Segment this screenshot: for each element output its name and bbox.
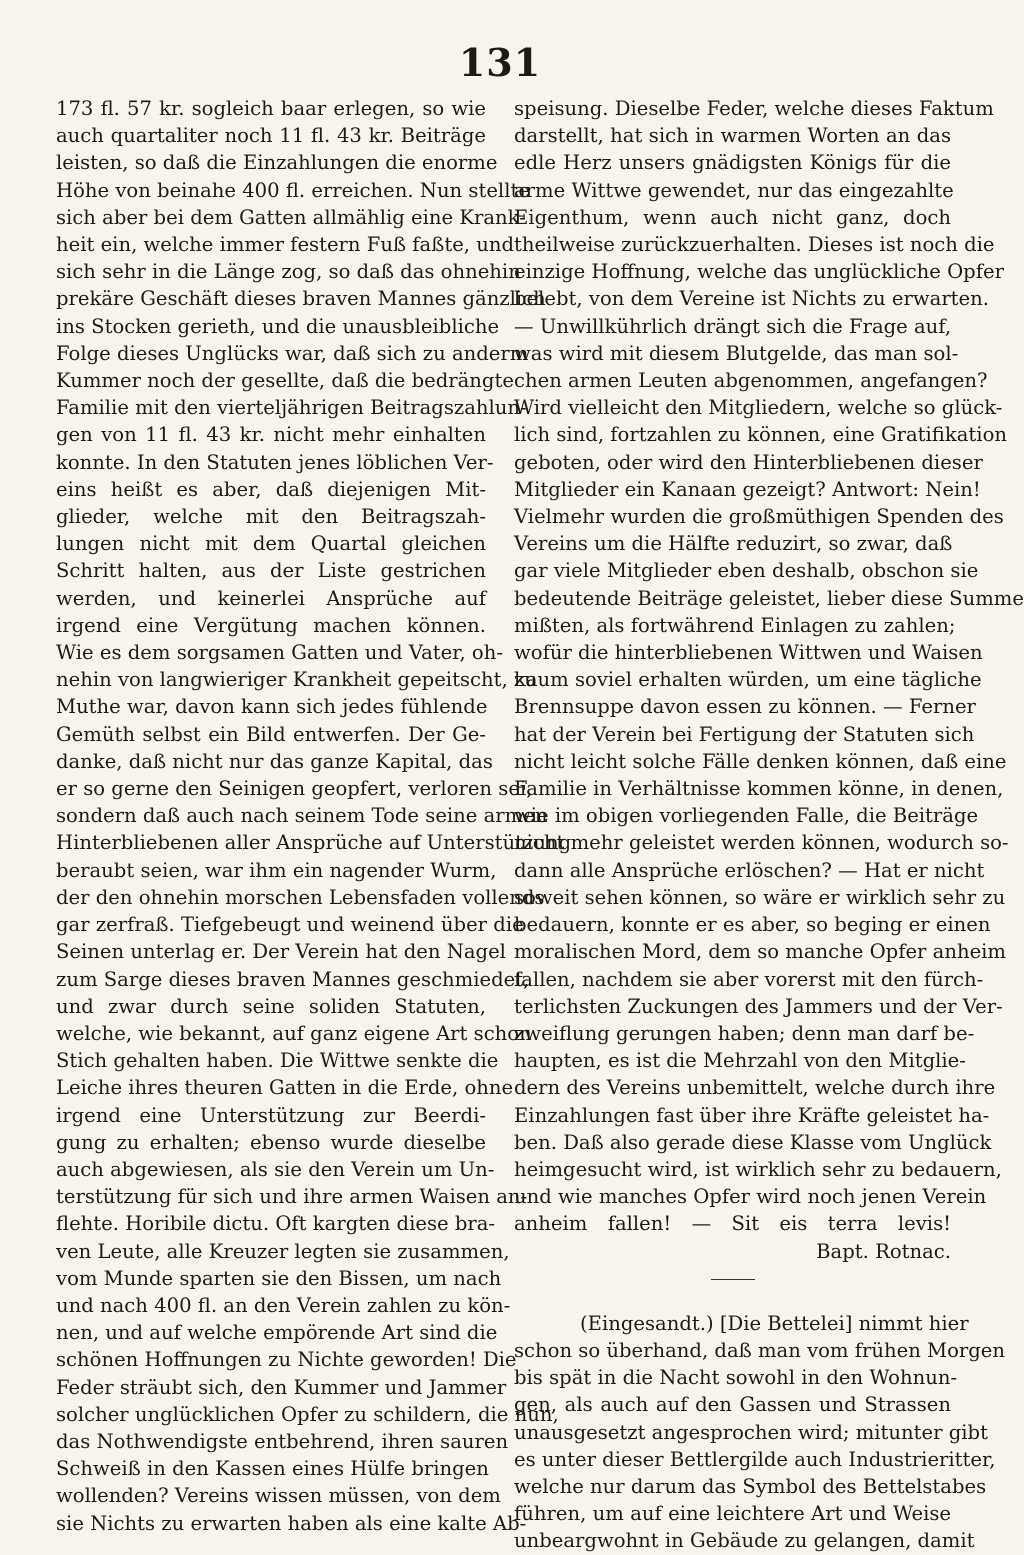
text-line: lungen nicht mit dem Quartal gleichen (56, 532, 486, 556)
text-line: gen, als auch auf den Gassen und Strassen (514, 1393, 951, 1417)
text-line: belebt, von dem Vereine ist Nichts zu erwarten. (514, 287, 990, 311)
text-line: sondern daß auch nach seinem Tode seine armen (56, 804, 548, 828)
text-line: ben. Daß also gerade diese Klasse vom Unglück (514, 1130, 992, 1154)
page-number: 131 (458, 40, 542, 85)
text-line: sie Nichts zu erwarten haben als eine kalte Ab- (56, 1511, 527, 1535)
text-line: dann alle Ansprüche erlöschen? — Hat er nicht (514, 858, 985, 882)
article-continuation (514, 95, 1024, 1238)
text-line: — Unwillkührlich drängt sich die Frage auf, (514, 314, 952, 338)
text-line: wie im obigen vorliegenden Falle, die Beiträge (514, 804, 979, 828)
text-line: gung zu erhalten; ebenso wurde dieselbe (56, 1130, 486, 1154)
text-line: Schritt halten, aus der Liste gestrichen (56, 559, 486, 583)
text-line: moralischen Mord, dem so manche Opfer anheim (514, 940, 1007, 964)
text-line: Gemüth selbst ein Bild entwerfen. Der Ge- (56, 722, 486, 746)
text-line: und wie manches Opfer wird noch jenen Verein (514, 1185, 987, 1209)
text-line: zum Sarge dieses braven Mannes geschmiedet, (56, 967, 530, 991)
text-line: vom Munde sparten sie den Bissen, um nach (56, 1266, 502, 1290)
text-line: mißten, als fortwährend Einlagen zu zahlen; (514, 613, 956, 637)
text-line: Vereins um die Hälfte reduzirt, so zwar, daß (514, 532, 953, 556)
text-line: er so gerne den Seinigen geopfert, verloren sei, (56, 777, 533, 801)
text-line: heimgesucht wird, ist wirklich sehr zu bedauern, (514, 1157, 1002, 1181)
text-line: bedeutende Beiträge geleistet, lieber diese Summe (514, 586, 1024, 610)
text-line: theilweise zurückzuerhalten. Dieses ist noch die (514, 233, 995, 257)
text-line: konnte. In den Statuten jenes löblichen Ver- (56, 450, 494, 474)
text-line: auch quartaliter noch 11 fl. 43 kr. Beiträge (56, 124, 486, 148)
text-line: dern des Vereins unbemittelt, welche durch ihre (514, 1076, 996, 1100)
text-line: Leiche ihres theuren Gatten in die Erde, ohne (56, 1076, 514, 1100)
text-line: sich aber bei dem Gatten allmählig eine Krank- (56, 205, 526, 229)
text-line: leisten, so daß die Einzahlungen die enorme (56, 151, 498, 175)
text-line: beraubt seien, war ihm ein nagender Wurm, (56, 858, 497, 882)
text-line: chen armen Leuten abgenommen, angefangen? (514, 369, 988, 393)
text-line: (Eingesandt.) [Die Bettelei] nimmt hier (580, 1311, 969, 1335)
text-line: Mitglieder ein Kanaan gezeigt? Antwort: Nein! (514, 477, 981, 501)
text-line: und zwar durch seine soliden Statuten, (56, 994, 486, 1018)
text-line: solcher unglücklichen Opfer zu schildern, die nun, (56, 1402, 559, 1426)
text-line: Folge dieses Unglücks war, daß sich zu anderm (56, 341, 529, 365)
text-line: Schweiß in den Kassen eines Hülfe bringen (56, 1457, 489, 1481)
text-line: Muthe war, davon kann sich jedes fühlende (56, 695, 488, 719)
text-line: ins Stocken gerieth, und die unausbleibliche (56, 314, 500, 338)
text-line: bis spät in die Nacht sowohl in den Wohnun- (514, 1366, 958, 1390)
text-line: Familie in Verhältnisse kommen könne, in denen, (514, 777, 1004, 801)
text-line: Vielmehr wurden die großmüthigen Spenden des (514, 505, 1004, 529)
text-line: nicht leicht solche Fälle denken können, daß eine (514, 749, 1007, 773)
text-line: Kummer noch der gesellte, daß die bedrängte (56, 369, 514, 393)
text-line: danke, daß nicht nur das ganze Kapital, das (56, 749, 493, 773)
text-line: kaum soviel erhalten würden, um eine tägliche (514, 668, 982, 692)
text-line: glieder, welche mit den Beitragszah- (56, 505, 486, 529)
text-line: unausgesetzt angesprochen wird; mitunter gibt (514, 1420, 988, 1444)
text-line: Brennsuppe davon essen zu können. — Ferner (514, 695, 976, 719)
notice-bettelei (514, 1310, 1006, 1555)
text-line: geboten, oder wird den Hinterbliebenen dieser (514, 450, 983, 474)
text-line: terstützung für sich und ihre armen Waisen an- (56, 1185, 528, 1209)
text-line: zweiflung gerungen haben; denn man darf be- (514, 1021, 975, 1045)
text-line: sich sehr in die Länge zog, so daß das ohnehin (56, 260, 521, 284)
text-line: Wie es dem sorgsamen Gatten und Vater, oh- (56, 641, 503, 665)
text-line: speisung. Dieselbe Feder, welche dieses Faktum (514, 97, 994, 120)
text-line: soweit sehen können, so wäre er wirklich sehr zu (514, 885, 1006, 909)
text-line: Familie mit den vierteljährigen Beitragszahlun- (56, 396, 527, 420)
text-line: Stich gehalten haben. Die Wittwe senkte die (56, 1049, 499, 1073)
text-line: einzige Hoffnung, welche das unglückliche Opfer (514, 260, 1004, 284)
text-line: werden, und keinerlei Ansprüche auf (56, 586, 486, 610)
text-line: gen von 11 fl. 43 kr. nicht mehr einhalten (56, 423, 486, 447)
text-line: prekäre Geschäft dieses braven Mannes gänzlich (56, 287, 546, 311)
text-line: nen, und auf welche empörende Art sind die (56, 1321, 498, 1345)
text-line: edle Herz unsers gnädigsten Königs für die (514, 151, 951, 175)
text-line: ven Leute, alle Kreuzer legten sie zusammen, (56, 1239, 510, 1263)
text-line: terlichsten Zuckungen des Jammers und der Ver- (514, 994, 1003, 1018)
right-column (514, 95, 1024, 1555)
text-line: bedauern, konnte er es aber, so beging er einen (514, 913, 991, 937)
text-line: irgend eine Unterstützung zur Beerdi- (56, 1103, 486, 1127)
text-line: Feder sträubt sich, den Kummer und Jammer (56, 1375, 507, 1399)
text-line: Seinen unterlag er. Der Verein hat den Nagel (56, 940, 506, 964)
text-line: welche nur darum das Symbol des Bettelstabes (514, 1474, 987, 1498)
signature: Bapt. Rotnac. (816, 1239, 951, 1263)
text-line: führen, um auf eine leichtere Art und Weise (514, 1502, 951, 1526)
text-line: nicht mehr geleistet werden können, wodurch so- (514, 831, 1009, 855)
text-line: flehte. Horibile dictu. Oft kargten diese bra- (56, 1212, 496, 1236)
text-line: welche, wie bekannt, auf ganz eigene Art schon (56, 1021, 532, 1045)
text-line: unbeargwohnt in Gebäude zu gelangen, damit (514, 1529, 975, 1553)
text-line: heit ein, welche immer festern Fuß faßte, und (56, 233, 515, 257)
text-line: haupten, es ist die Mehrzahl von den Mitglie- (514, 1049, 966, 1073)
left-column (56, 95, 572, 1537)
text-line: wofür die hinterbliebenen Wittwen und Waisen (514, 641, 983, 665)
text-line: lich sind, fortzahlen zu können, eine Gratifikation (514, 423, 1007, 447)
text-line: schon so überhand, daß man vom frühen Morgen (514, 1338, 1006, 1362)
text-line: hat der Verein bei Fertigung der Statuten sich (514, 722, 975, 746)
text-line: darstellt, hat sich in warmen Worten an das (514, 124, 951, 148)
text-line: Einzahlungen fast über ihre Kräfte geleistet ha- (514, 1103, 990, 1127)
text-line: Hinterbliebenen aller Ansprüche auf Unterstützung (56, 831, 572, 855)
text-line: arme Wittwe gewendet, nur das eingezahlte (514, 178, 954, 202)
text-line: der den ohnehin morschen Lebensfaden vollends (56, 885, 545, 909)
text-line: irgend eine Vergütung machen können. (56, 613, 486, 637)
section-divider (711, 1279, 755, 1280)
text-line: das Nothwendigste entbehrend, ihren sauren (56, 1429, 509, 1453)
text-line: auch abgewiesen, als sie den Verein um Un- (56, 1157, 495, 1181)
text-line: Höhe von beinahe 400 fl. erreichen. Nun stellte (56, 178, 530, 202)
text-line: es unter dieser Bettlergilde auch Industrieritter, (514, 1447, 996, 1471)
text-line: was wird mit diesem Blutgelde, das man sol- (514, 341, 959, 365)
text-line: anheim fallen! — Sit eis terra levis! (514, 1212, 951, 1236)
text-line: nehin von langwieriger Krankheit gepeitscht, zu (56, 668, 537, 692)
text-line: gar viele Mitglieder eben deshalb, obschon sie (514, 559, 979, 583)
text-line: Eigenthum, wenn auch nicht ganz, doch (514, 205, 951, 229)
text-line: schönen Hoffnungen zu Nichte geworden! Die (56, 1348, 517, 1372)
text-line: und nach 400 fl. an den Verein zahlen zu kön- (56, 1293, 511, 1317)
text-line: eins heißt es aber, daß diejenigen Mit- (56, 477, 486, 501)
text-line: gar zerfraß. Tiefgebeugt und weinend über die (56, 913, 524, 937)
text-line: Wird vielleicht den Mitgliedern, welche so glück- (514, 396, 1003, 420)
text-line: wollenden? Vereins wissen müssen, von dem (56, 1484, 501, 1508)
text-line: 173 fl. 57 kr. sogleich baar erlegen, so wie (56, 97, 486, 120)
text-line: fallen, nachdem sie aber vorerst mit den fürch- (514, 967, 984, 991)
